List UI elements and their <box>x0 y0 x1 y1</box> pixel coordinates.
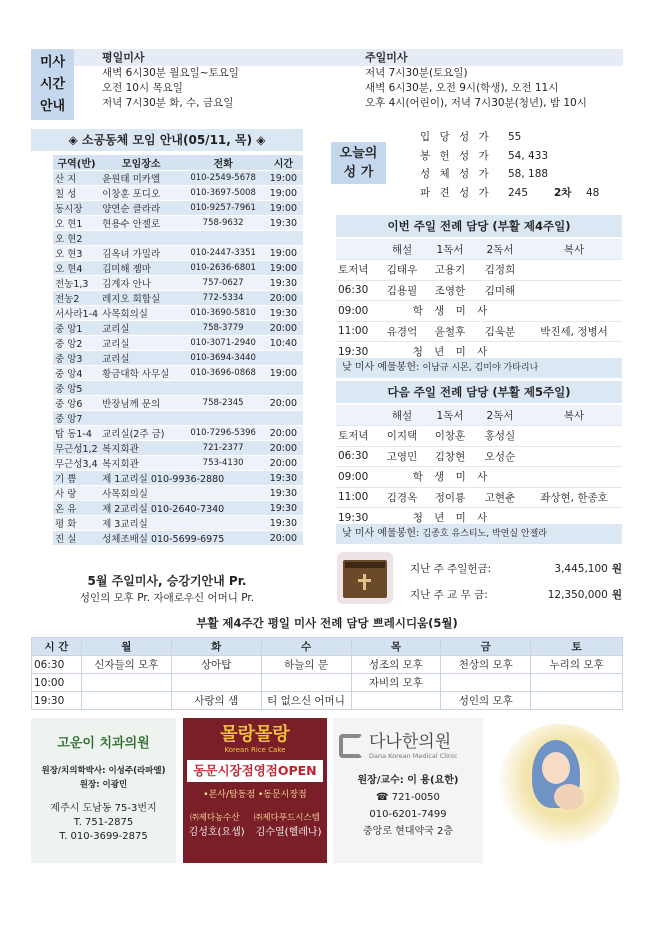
liturgy-next-week-table <box>336 405 622 529</box>
table-row: 중 앙7 <box>53 411 303 426</box>
today-hymns <box>420 128 599 202</box>
table-row: 오 현2 <box>53 231 303 246</box>
table-row: 06:30 신자들의 모후 상아탑 하늘의 문 성조의 모후 천상의 모후 누리의 모후 <box>32 656 623 674</box>
groups-title-bar <box>31 129 303 151</box>
table-row: 해설 1독서 2독서 복사 <box>336 239 622 260</box>
dental-ad: 고운이 치과의원 원장/치의학박사: 이성주(라파엘) 원장: 이광민 제주시 도남동 75-3번지 T. 751-2875 T. 010-3699-2875 <box>31 718 176 863</box>
table-row: 오 현1 현용수 안젤로 758-9632 19:30 <box>53 216 303 231</box>
clinic-logo-icon <box>339 734 363 758</box>
mass-times <box>31 49 623 120</box>
liturgy-next-week-title: 다음 주일 전례 담당 (부활 제5주일) <box>336 381 622 403</box>
table-row: 오 현4 김미해 젬마 010-2636-6801 19:00 <box>53 261 303 276</box>
table-row: 11:00 유경억 윤철후 김욱분 박진세, 정병서 <box>336 321 622 342</box>
groups-title: ◈ 소공동체 모임 안내(05/11, 목) ◈ <box>68 133 266 147</box>
table-row: 19:30 사랑의 샘 티 없으신 어머니 성인의 모후 <box>32 692 623 710</box>
table-row: 11:00 김경옥 정이룡 고현춘 좌상현, 한종호 <box>336 487 622 508</box>
madonna-image <box>498 724 620 846</box>
table-row: 19:30 청 년 미 사 <box>336 508 622 529</box>
hymn-row: 입 당 성 가 55 <box>420 131 522 143</box>
table-row: 10:00 자비의 모후 <box>32 674 623 692</box>
weekday-mass: 평일미사 새벽 6시30분 월요일~토요일 오전 10시 목요일 저녁 7시30분 화, 수, 금요일 <box>74 49 337 120</box>
table-row: 토저녁 이지택 이창훈 홍성실 <box>336 426 622 447</box>
brand-logo: 몰랑몰랑 <box>220 724 290 745</box>
table-row: 사 랑 사목회의실 19:30 <box>53 486 303 501</box>
table-row: 평 화 제 3교리실 19:30 <box>53 516 303 531</box>
table-row: 진 실 성체조배실 010-5699-6975 20:00 <box>53 531 303 546</box>
clinic-ad: 다나한의원 Dana Korean Medical Clinic 원장/교수: 이 용(요한) ☎ 721-0050 010-6201-7499 중앙로 현대약국 2층 <box>333 718 483 863</box>
table-row: 탑 동1-4 교리실(2주 금) 010-7296-5396 20:00 <box>53 426 303 441</box>
groups-table <box>53 155 303 546</box>
table-row: 온 유 제 2교리실 010-2640-7340 19:30 <box>53 501 303 516</box>
table-row: 06:30 김용필 조영한 김미해 <box>336 280 622 301</box>
table-row: 중 앙1 교리실 758-3779 20:00 <box>53 321 303 336</box>
table-row: 06:30 고영민 김창현 오성순 <box>336 446 622 467</box>
table-row: 중 앙6 반장님께 문의 758-2345 20:00 <box>53 396 303 411</box>
table-row: 무근성1,2 복지회관 721-2377 20:00 <box>53 441 303 456</box>
mass-times-label: 미사 시간 안내 <box>31 49 74 120</box>
table-row: 무근성3,4 복지회관 753-4130 20:00 <box>53 456 303 471</box>
table-row: 19:30 청 년 미 사 <box>336 342 622 363</box>
table-row: 시 간 월 화 수 목 금 토 <box>32 638 623 656</box>
weekly-table <box>31 637 623 710</box>
table-row: 토저녁 김태우 고용기 김정희 <box>336 260 622 281</box>
today-hymns-label: 오늘의 성 가 <box>331 142 386 184</box>
table-row: 중 앙5 <box>53 381 303 396</box>
liturgy-this-week-table <box>336 239 622 363</box>
table-row: 중 앙3 교리실 010-3694-3440 <box>53 351 303 366</box>
table-row: 해설 1독서 2독서 복사 <box>336 405 622 426</box>
table-row: 중 앙2 교리실 010-3071-2940 10:40 <box>53 336 303 351</box>
table-row: 기 쁨 제 1교리실 010-9936-2880 19:30 <box>53 471 303 486</box>
table-row: 전농2 레지오 회합실 772-5334 20:00 <box>53 291 303 306</box>
offering-row: 지난 주 주일헌금: 3,445,100 원 <box>410 563 623 575</box>
table-row: 동시장 양연순 클라라 010-9257-7961 19:00 <box>53 201 303 216</box>
table-row: 서사라1-4 사목회의실 010-3690-5810 19:30 <box>53 306 303 321</box>
table-row: 칠 성 이창훈 포디오 010-3697-5008 19:00 <box>53 186 303 201</box>
table-row: 오 현3 김옥녀 가밀라 010-2447-3351 19:00 <box>53 246 303 261</box>
hymn-row: 성 체 성 가 58, 188 <box>420 168 549 180</box>
sunday-guide: 5월 주일미사, 승강기안내 Pr. 성인의 모후 Pr. 자애로우신 어머니 Pr. <box>79 574 255 604</box>
noon-offering-next-week: 낮 미사 예물봉헌: 김종호 유스티노, 박연실 안젤라 <box>336 524 622 544</box>
groups-header-row: 구역(반) 모임장소 전화 시간 <box>53 155 303 171</box>
table-row: 09:00 학 생 미 사 <box>336 467 622 488</box>
rice-cake-ad: 몰랑몰랑 Korean Rice Cake 동문시장점영점OPEN •본사/탑동점 •동문시장점 ㈜제다농수산 ㈜제다푸드시스템 김성호(요셉) 김수열(헬레나) <box>183 718 327 863</box>
table-row: 산 지 윤원태 미카엘 010-2549-5678 19:00 <box>53 171 303 186</box>
noon-offering-this-week: 낮 미사 예물봉헌: 이남규 시몬, 김미야 가타리나 <box>336 358 622 378</box>
offering-row: 지난 주 교 무 금: 12,350,000 원 <box>410 589 623 601</box>
offering-summary <box>410 556 622 608</box>
sunday-mass: 주일미사 저녁 7시30분(토요일) 새벽 6시30분, 오전 9시(학생), 오전 11시 오후 4시(어린이), 저녁 7시30분(청년), 밤 10시 <box>337 49 623 120</box>
hymn-row: 파 견 성 가 245 2차 48 <box>420 186 600 199</box>
offering-box-icon <box>337 552 393 604</box>
liturgy-this-week-title: 이번 주일 전례 담당 (부활 제4주일) <box>336 215 622 237</box>
weekly-title: 부활 제4주간 평일 미사 전례 담당 쁘레시디움(5월) <box>196 616 458 630</box>
table-row: 전농1,3 김계자 안나 757-0627 19:30 <box>53 276 303 291</box>
hymn-row: 봉 헌 성 가 54, 433 <box>420 149 549 162</box>
table-row: 09:00 학 생 미 사 <box>336 301 622 322</box>
table-row: 중 앙4 황금대학 사무실 010-3696-0868 19:00 <box>53 366 303 381</box>
